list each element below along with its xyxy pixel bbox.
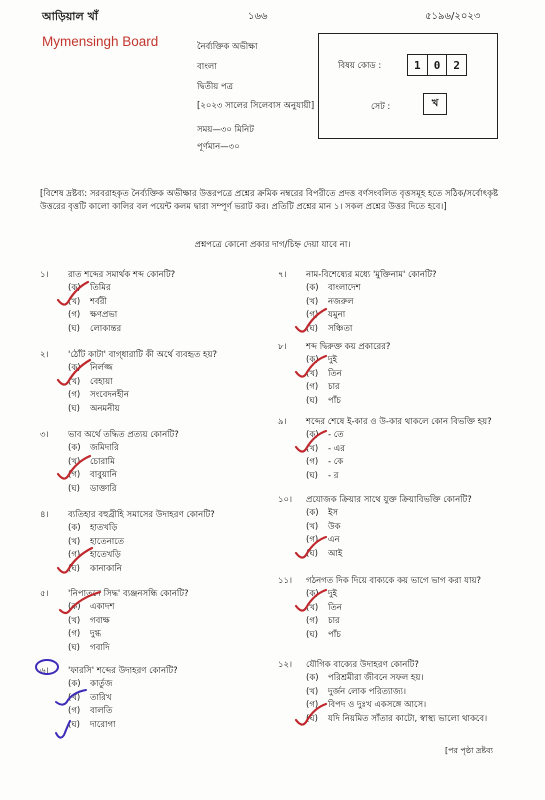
option-text: একাদশ bbox=[90, 602, 115, 612]
exam-subject: বাংলা bbox=[197, 62, 217, 72]
option-text: - র bbox=[328, 470, 339, 481]
option-text: চোরামি bbox=[90, 456, 115, 467]
option-letter: (গ) bbox=[306, 457, 319, 467]
option-letter: (গ) bbox=[306, 616, 319, 626]
option-text: - তে bbox=[328, 430, 344, 440]
question-text: 'নিপাতনে সিদ্ধ' ব্যঞ্জনসন্ধি কোনটি? bbox=[68, 589, 189, 599]
option-text: ডাক্তারি bbox=[90, 483, 117, 494]
code-digit: 2 bbox=[453, 58, 460, 72]
question-number: ৮। bbox=[278, 342, 287, 352]
option-letter: (খ) bbox=[306, 296, 319, 307]
question-number: ৬। bbox=[40, 666, 49, 676]
option-text: এন bbox=[328, 535, 340, 545]
option-text: দুগ্ধ bbox=[90, 629, 101, 639]
question-text: যৌগিক বাক্যের উদাহরণ কোনটি? bbox=[306, 660, 419, 670]
option-letter: (ঘ) bbox=[306, 395, 318, 406]
option-text: দুই bbox=[328, 589, 337, 599]
exam-time: সময়—৩০ মিনিট bbox=[197, 125, 254, 135]
set-value: খ bbox=[423, 93, 447, 115]
question-text: রাত শব্দের সমার্থক শব্দ কোনটি? bbox=[68, 270, 176, 280]
notice: প্রশ্নপত্রে কোনো প্রকার দাগ/চিহ্ন দেয়া যাবে না। bbox=[194, 240, 351, 250]
answer-mark bbox=[296, 590, 326, 611]
code-digit: 0 bbox=[428, 55, 448, 75]
option-letter: (ঘ) bbox=[68, 719, 80, 730]
option-letter: (ঘ) bbox=[306, 629, 318, 640]
option-letter: (ক) bbox=[68, 443, 81, 453]
option-letter: (ক) bbox=[306, 673, 319, 683]
option-letter: (গ) bbox=[68, 470, 81, 480]
question-number: ২। bbox=[40, 350, 49, 360]
option-text: চার bbox=[328, 616, 340, 626]
answer-mark bbox=[58, 282, 88, 305]
option-text: বিপদ ও দুঃখ একসঙ্গে আসে। bbox=[328, 700, 427, 710]
option-text: অনমনীয় bbox=[90, 403, 120, 414]
exam-type: নৈর্ব্যক্তিক অভীক্ষা bbox=[197, 42, 258, 52]
option-letter: (ক) bbox=[306, 508, 319, 518]
option-letter: (ক) bbox=[68, 602, 81, 612]
option-letter: (খ) bbox=[306, 686, 319, 697]
answer-mark bbox=[296, 704, 326, 725]
option-text: বেহায়া bbox=[90, 376, 113, 387]
option-letter: (গ) bbox=[68, 706, 81, 716]
option-text: কানাকানি bbox=[90, 563, 122, 574]
option-letter: (খ) bbox=[306, 521, 319, 532]
option-text: শর্বরী bbox=[90, 296, 107, 307]
answer-mark bbox=[56, 690, 86, 705]
option-text: হাতেনাতে bbox=[90, 536, 125, 547]
question-number: ১১। bbox=[278, 576, 293, 586]
option-letter: (খ) bbox=[306, 602, 319, 613]
question-text: 'ঠোঁট কাটা' বাগ্‌ধারাটি কী অর্থে ব্যবহৃত হয়? bbox=[68, 350, 218, 360]
option-letter: (ক) bbox=[68, 523, 81, 533]
option-letter: (গ) bbox=[68, 550, 81, 560]
option-text: ইস bbox=[328, 508, 339, 518]
question-text: ব্যতিহার বহুব্রীহি সমাসের উদাহরণ কোনটি? bbox=[68, 510, 215, 520]
question-text: শব্দের শেষে ই-কার ও উ-কার থাকলে কোন বিভক্তি হয়? bbox=[306, 417, 492, 427]
option-text: তিমির bbox=[90, 283, 111, 293]
option-text: পাঁচ bbox=[328, 395, 341, 406]
option-text: পরিশ্রমীরা জীবনে সফল হয়। bbox=[328, 673, 424, 683]
answer-mark bbox=[58, 548, 92, 573]
option-letter: (ঘ) bbox=[68, 403, 80, 414]
option-text: চার bbox=[328, 382, 340, 392]
option-text: গবাক্ষ bbox=[90, 615, 110, 626]
option-letter: (গ) bbox=[68, 390, 81, 400]
option-text: লোকান্তর bbox=[90, 323, 122, 334]
option-letter: (ক) bbox=[68, 363, 81, 373]
option-text: হাতখড়ি bbox=[90, 523, 118, 533]
option-letter: (ক) bbox=[306, 355, 319, 365]
option-text: সঞ্চিতা bbox=[328, 323, 353, 334]
option-text: বালতি bbox=[90, 706, 113, 716]
question-text: নাম-বিশেষ্যের মধ্যে 'মুক্তিনাম' কোনটি? bbox=[306, 270, 437, 280]
question-number: ১২। bbox=[278, 660, 293, 670]
option-letter: (গ) bbox=[68, 310, 81, 320]
code-digit: 1 bbox=[408, 55, 428, 75]
header-page-number: ১৬৬ bbox=[248, 11, 268, 22]
option-text: উক bbox=[328, 521, 341, 532]
option-text: তিন bbox=[328, 368, 342, 379]
question-text: শব্দ দ্বিরুক্ত কয় প্রকারের? bbox=[306, 342, 391, 352]
option-text: - এর bbox=[328, 443, 345, 454]
option-text: ক্ষণপ্রভা bbox=[90, 310, 118, 320]
exam-syllabus: [২০২৩ সালের সিলেবাস অনুযায়ী] bbox=[197, 101, 315, 111]
answer-mark bbox=[58, 360, 90, 385]
option-letter: (খ) bbox=[306, 443, 319, 454]
option-text: পাঁচ bbox=[328, 629, 341, 640]
question-number: ৩। bbox=[40, 430, 49, 440]
set-label: সেট : bbox=[371, 102, 391, 112]
option-letter: (গ) bbox=[306, 535, 319, 545]
question-number: ৯। bbox=[278, 417, 287, 427]
question-text: গঠনগত দিক দিয়ে বাক্যকে কয় ভাগে ভাগ করা যায়? bbox=[306, 576, 481, 586]
option-letter: (গ) bbox=[306, 310, 319, 320]
option-text: যদি নিয়মিত সাঁতার কাটো, স্বাস্থ্য ভালো থাকবে। bbox=[328, 713, 488, 724]
question-circle bbox=[36, 660, 58, 674]
answer-mark bbox=[296, 356, 326, 377]
option-letter: (খ) bbox=[68, 376, 81, 387]
instructions: [বিশেষ দ্রষ্টব্য: সরবরাহকৃত নৈর্ব্যক্তিক অভীক্ষার উত্তরপত্রে প্রশ্নের ক্রমিক নম্বরের বিপরীতে প্রদত্ত বর্ণসংবলিত বৃত্তসমূহ হতে সঠিক/সর্বোৎকৃষ্ট উত্তরের বৃত্তটি কালো কালির বল পয়েন্ট কলম দ্বারা সম্পূর্ণ ভরাট কর। প্রতিটি প্রশ্নের মান ১। সকল প্রশ্নের উত্তর দিতে হবে।] bbox=[40, 189, 499, 212]
option-text: দুর্জন লোক পরিত্যাজ্য। bbox=[328, 686, 407, 697]
option-text: যমুনা bbox=[328, 310, 346, 320]
option-text: দুই bbox=[328, 355, 337, 365]
option-letter: (ঘ) bbox=[68, 323, 80, 334]
exam-marks: পূর্ণমান—৩০ bbox=[197, 142, 240, 152]
option-letter: (ঘ) bbox=[306, 470, 318, 481]
option-text: গবাদি bbox=[90, 642, 110, 653]
answer-mark bbox=[56, 721, 70, 738]
option-letter: (খ) bbox=[68, 615, 81, 626]
answer-mark bbox=[58, 456, 90, 479]
question-number: ৫। bbox=[40, 589, 49, 599]
option-letter: (খ) bbox=[68, 692, 81, 703]
answer-mark bbox=[296, 537, 326, 558]
question-number: ৭। bbox=[278, 270, 287, 280]
header-left: আড়িয়াল খাঁ bbox=[42, 10, 98, 23]
option-letter: (গ) bbox=[306, 700, 319, 710]
option-letter: (খ) bbox=[68, 456, 81, 467]
answer-mark bbox=[296, 431, 326, 452]
subject-code-label: বিষয় কোড : bbox=[338, 61, 382, 71]
option-letter: (গ) bbox=[68, 629, 81, 639]
option-letter: (ক) bbox=[306, 589, 319, 599]
next-page-note: [পর পৃষ্ঠা দ্রষ্টব্য bbox=[445, 746, 493, 755]
option-text: নির্লজ্জ bbox=[90, 363, 113, 373]
option-letter: (খ) bbox=[68, 536, 81, 547]
question-text: ভাব অর্থে তদ্ধিত প্রত্যয় কোনটি? bbox=[68, 430, 179, 440]
option-text: তারিখ bbox=[90, 692, 112, 703]
option-letter: (ক) bbox=[306, 430, 319, 440]
option-text: কার্তুজ bbox=[90, 679, 113, 689]
option-letter: (ক) bbox=[306, 283, 319, 293]
option-text: নজরুল bbox=[328, 296, 354, 307]
option-letter: (ঘ) bbox=[68, 483, 80, 494]
option-text: জমিদারি bbox=[90, 443, 119, 453]
option-letter: (ঘ) bbox=[306, 713, 318, 724]
board-label: Mymensingh Board bbox=[42, 34, 159, 49]
option-text: আই bbox=[328, 548, 343, 559]
option-text: তিন bbox=[328, 602, 342, 613]
option-text: বাংলাদেশ bbox=[328, 283, 361, 293]
option-letter: (ঘ) bbox=[306, 548, 318, 559]
answer-mark bbox=[296, 309, 326, 332]
option-letter: (গ) bbox=[306, 382, 319, 392]
option-text: - কে bbox=[328, 457, 344, 467]
option-letter: (ক) bbox=[68, 283, 81, 293]
question-number: ১। bbox=[40, 270, 49, 280]
question-number: ৪। bbox=[40, 510, 49, 520]
answer-mark bbox=[60, 592, 100, 613]
option-text: বাবুয়ানি bbox=[90, 470, 117, 480]
option-letter: (ঘ) bbox=[306, 323, 318, 334]
option-letter: (ক) bbox=[68, 679, 81, 689]
question-text: প্রযোজক ক্রিয়ার সাথে যুক্ত ক্রিয়াবিভক্তি কোনটি? bbox=[306, 495, 472, 505]
option-letter: (ঘ) bbox=[68, 563, 80, 574]
option-text: সংবেদনহীন bbox=[90, 390, 129, 400]
option-letter: (খ) bbox=[68, 296, 81, 307]
header-code: ৫১৯৬/২০২৩ bbox=[425, 11, 481, 22]
question-number: ১০। bbox=[278, 495, 293, 505]
option-letter: (ঘ) bbox=[68, 642, 80, 653]
option-text: দারোগা bbox=[90, 719, 116, 730]
exam-paper: দ্বিতীয় পত্র bbox=[197, 82, 234, 92]
question-text: 'ফারসি' শব্দের উদাহরণ কোনটি? bbox=[68, 666, 178, 676]
option-letter: (খ) bbox=[306, 368, 319, 379]
option-text: হাতেখড়ি bbox=[90, 550, 121, 560]
